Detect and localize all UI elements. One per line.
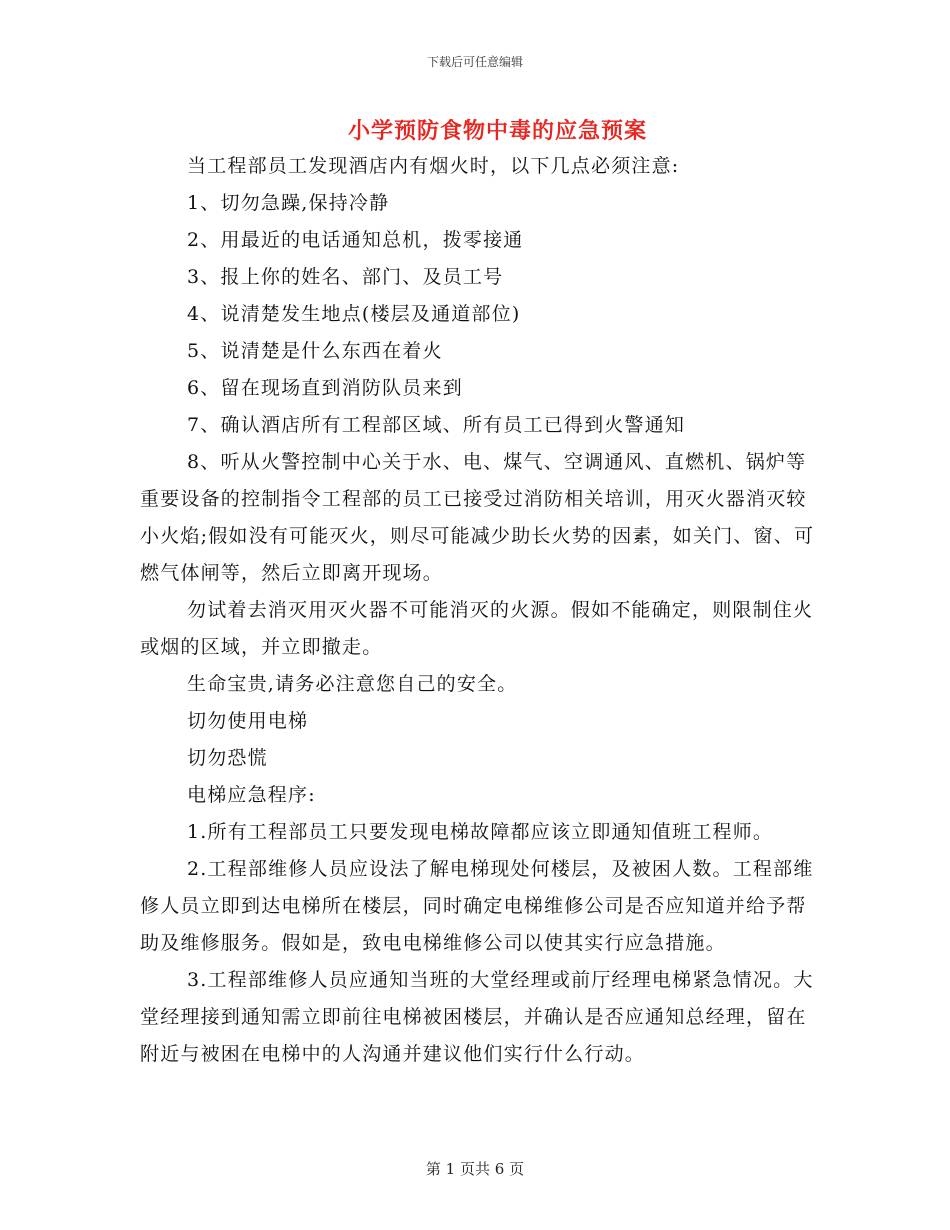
paragraph-elevator-step-2: 2.工程部维修人员应设法了解电梯现处何楼层，及被困人数。工程部维修人员立即到达电梯所在楼层，同时确定电梯维修公司是否应知道并给予帮助及维修服务。假如是，致电电梯维修公司以使其实行应急措施。 [140, 858, 814, 954]
paragraph-item-7: 7、确认酒店所有工程部区域、所有员工已得到火警通知 [187, 414, 686, 436]
paragraph-elevator-step-1: 1.所有工程部员工只要发现电梯故障都应该立即通知值班工程师。 [187, 821, 774, 843]
paragraph-item-2: 2、用最近的电话通知总机，拨零接通 [187, 229, 524, 251]
paragraph-no-elevator: 切勿使用电梯 [187, 710, 309, 732]
paragraph-item-3: 3、报上你的姓名、部门、及员工号 [187, 266, 504, 288]
paragraph-elevator-step-3: 3.工程部维修人员应通知当班的大堂经理或前厅经理电梯紧急情况。大堂经理接到通知需立即前往电梯被困楼层，并确认是否应通知总经理，留在附近与被困在电梯中的人沟通并建议他们实行什么行动。 [140, 969, 814, 1065]
document-title: 小学预防食物中毒的应急预案 [347, 118, 647, 144]
paragraph-item-1: 1、切勿急躁,保持冷静 [187, 192, 390, 214]
header-note: 下载后可任意编辑 [426, 55, 523, 69]
paragraph-warning: 勿试着去消灭用灭火器不可能消灭的火源。假如不能确定，则限制住火或烟的区域，并立即撤走。 [140, 599, 814, 658]
paragraph-item-5: 5、说清楚是什么东西在着火 [187, 340, 443, 362]
paragraph-safety: 生命宝贵,请务必注意您自己的安全。 [187, 673, 518, 695]
paragraph-intro: 当工程部员工发现酒店内有烟火时，以下几点必须注意: [187, 155, 680, 177]
paragraph-item-4: 4、说清楚发生地点(楼层及通道部位) [187, 303, 521, 325]
paragraph-no-panic: 切勿恐慌 [187, 747, 268, 769]
paragraph-item-6: 6、留在现场直到消防队员来到 [187, 377, 463, 399]
page-number: 第 1 页共 6 页 [425, 1160, 525, 1178]
paragraph-elevator-heading: 电梯应急程序: [187, 784, 316, 806]
paragraph-item-8: 8、听从火警控制中心关于水、电、煤气、空调通风、直燃机、锅炉等重要设备的控制指令工程部的员工已接受过消防相关培训，用灭火器消灭较小火焰;假如没有可能灭火，则尽可能减少助长火势的因素，如关门、窗、可燃气体闸等，然后立即离开现场。 [140, 451, 815, 584]
document-body [140, 148, 820, 1073]
